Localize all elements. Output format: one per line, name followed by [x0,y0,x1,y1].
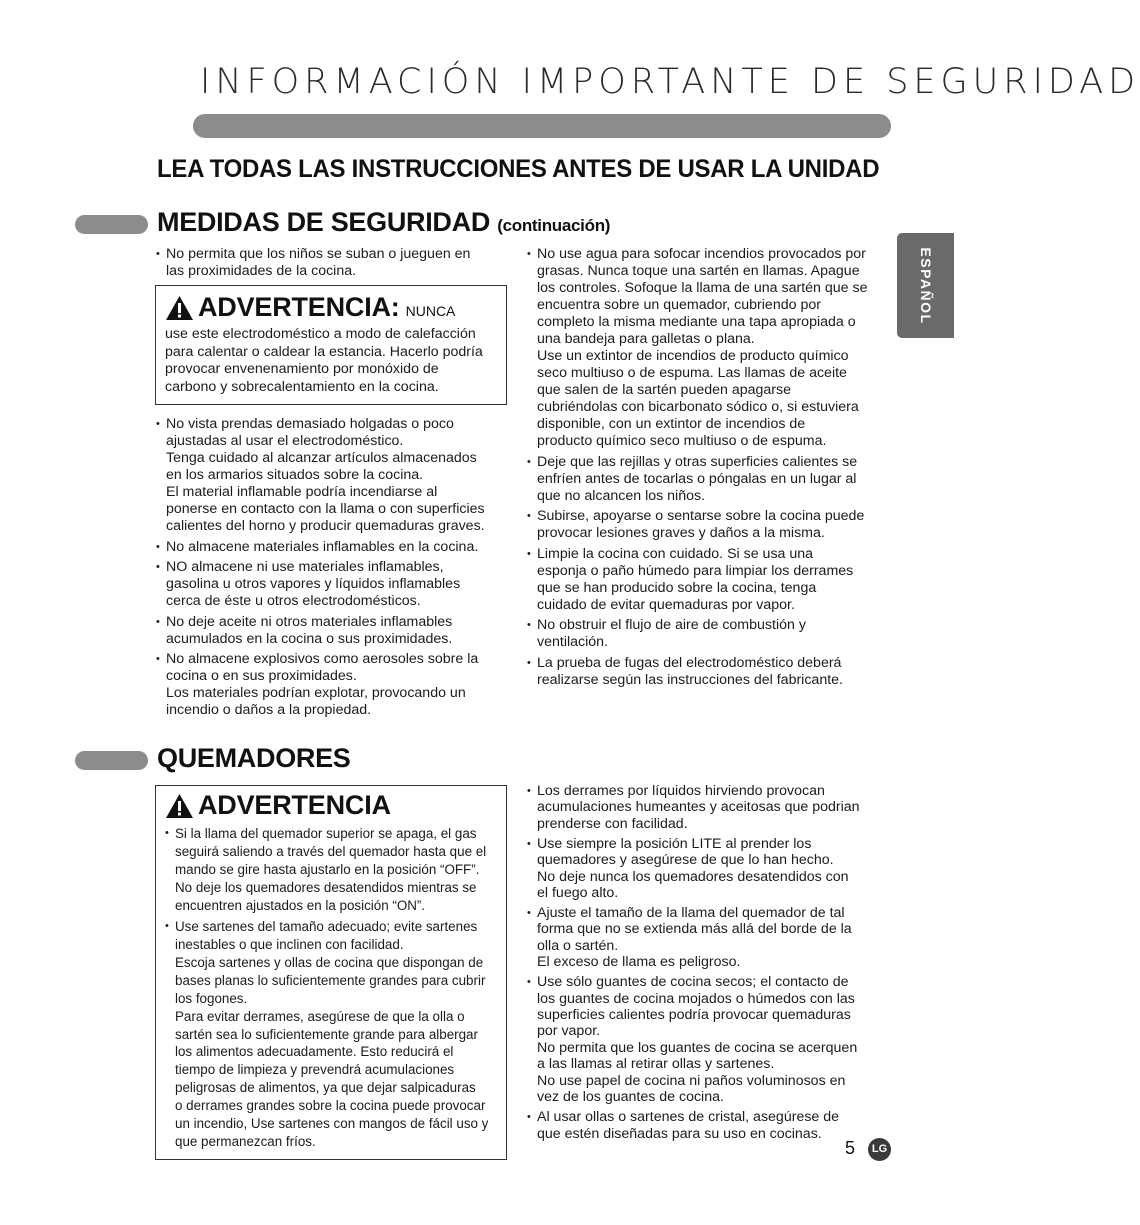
warning-label: ADVERTENCIA: [198,292,400,322]
list-item: • No use agua para sofocar incendios provocados por grasas. Nunca toque una sartén en llamas. Apague los controles. Sofoque la llama de una sartén que se encuentra sobre un quemador, cubriendo por completo la misma mediante una tapa apropiada o una bandeja para galletas o plana. Use un extintor de incendios de producto químico seco multiuso o de espuma. Las llamas de aceite que salen de la sartén pueden apagarse cubriéndolas con bicarbonato sódico o, si estuviera disponible, con un extintor de incendios de producto químico seco multiuso o de espuma. [527,246,889,450]
list-item: • Los derrames por líquidos hirviendo provocan acumulaciones humeantes y aceitosas que podrian prenderse con facilidad. [527,783,889,832]
list-item: • No obstruir el flujo de aire de combustión y ventilación. [527,617,889,651]
warning-header [165,292,498,323]
list-item: • No almacene explosivos como aerosoles sobre la cocina o en sus proximidades. Los materiales podrían explotar, provocando un incendio o daños a la propiedad. [156,651,508,719]
list-item: • No permita que los niños se suban o jueguen en las proximidades de la cocina. [156,246,508,280]
quemadores-right-list [527,783,889,1146]
lg-logo-icon [868,1138,891,1161]
language-tab-label: ESPAÑOL [917,246,934,325]
warning-triangle-icon [165,295,194,321]
warning-text: use este electrodoméstico a modo de calefacción para calentar o caldear la estancia. Hacerlo podría provocar envenenamiento por monóxido de carbono y sobrecalentamiento en la cocina. [165,326,483,396]
list-item: • Use sartenes del tamaño adecuado; evite sartenes inestables o que inclinen con facilidad. Escoja sartenes y ollas de cocina que dispongan de bases planas lo suficientemente grandes para cubrir los fogones. Para evitar derrames, asegúrese de que la olla o sartén sea lo suficientemente grande para albergar los alimentos adecuadamente. Esto reducirá el tiempo de limpieza y prevendrá acumulaciones peligrosas de alimentos, ya que dejar salpicaduras o derrames grandes sobre la cocina puede provocar un incendio, Use sartenes con mangos de fácil uso y que permanezcan fríos. [165,918,500,1151]
list-item: • Limpie la cocina con cuidado. Si se usa una esponja o paño húmedo para limpiar los derrames que se han producido sobre la cocina, tenga cuidado de evitar quemaduras por vapor. [527,546,889,614]
warning-box-quemadores [155,785,507,1160]
section-title: MEDIDAS DE SEGURIDAD [157,207,491,237]
section-heading-quemadores: QUEMADORES [157,743,351,773]
list-item: • NO almacene ni use materiales inflamables, gasolina u otros vapores y líquidos inflamables cerca de éste u otros electrodomésticos. [156,559,508,610]
list-item: • Si la llama del quemador superior se apaga, el gas seguirá saliendo a través del quemador hasta que el mando se gire hasta ajustarlo en la posición “OFF”. No deje los quemadores desatendidos mientras se encuentren ajustados en la posición “ON”. [165,825,500,915]
list-item: • Subirse, apoyarse o sentarse sobre la cocina puede provocar lesiones graves y daños a la misma. [527,508,889,542]
warning-lead: NUNCA [405,303,456,319]
language-tab [897,233,954,338]
section-pill [75,215,148,234]
page-number: 5 [845,1138,856,1158]
medidas-left-list [156,416,508,723]
list-item: • No deje aceite ni otros materiales inflamables acumulados en la cocina o sus proximidades. [156,614,508,648]
list-item: • La prueba de fugas del electrodoméstico deberá realizarse según las instrucciones del fabricante. [527,655,889,689]
list-item: • No vista prendas demasiado holgadas o poco ajustadas al usar el electrodoméstico. Tenga cuidado al alcanzar artículos almacenados en los armarios situados sobre la cocina. El material inflamable podría incendiarse al ponerse en contacto con la llama o con superficies calientes del horno y producir quemaduras graves. [156,416,508,535]
logo-text: LG [871,1143,888,1155]
section-subtitle: (continuación) [497,216,611,235]
warning-triangle-icon [165,793,194,819]
list-item: • No almacene materiales inflamables en la cocina. [156,539,508,556]
warning-header [165,790,500,821]
page-title: INFORMACIÓN IMPORTANTE DE SEGURIDAD [200,62,1140,102]
warning-box-calefaccion [155,285,507,405]
warning-label: ADVERTENCIA [198,790,391,820]
section-pill [75,751,148,770]
section-heading-medidas [157,207,610,238]
medidas-left-top [156,246,508,284]
list-item: • Use siempre la posición LITE al prender los quemadores y asegúrese de que lo han hecho. No deje nunca los quemadores desatendidos con el fuego alto. [527,836,889,902]
list-item: • Al usar ollas o sartenes de cristal, asegúrese de que estén diseñadas para su uso en cocinas. [527,1109,889,1142]
warning-text [165,825,500,1151]
medidas-right-list [527,246,889,693]
list-item: • Ajuste el tamaño de la llama del quemador de tal forma que no se extienda más allá del borde de la olla o sartén. El exceso de llama es peligroso. [527,905,889,971]
title-bar [193,114,891,138]
list-item: • Use sólo guantes de cocina secos; el contacto de los guantes de cocina mojados o húmedos con las superficies calientes podría provocar quemaduras por vapor. No permita que los guantes de cocina se acerquen a las llamas al retirar ollas y sartenes. No use papel de cocina ni paños voluminosos en vez de los guantes de cocina. [527,974,889,1105]
main-heading: LEA TODAS LAS INSTRUCCIONES ANTES DE USAR LA UNIDAD [157,155,880,183]
list-item: • Deje que las rejillas y otras superficies calientes se enfríen antes de tocarlas o póngalas en un lugar al que no alcancen los niños. [527,454,889,505]
